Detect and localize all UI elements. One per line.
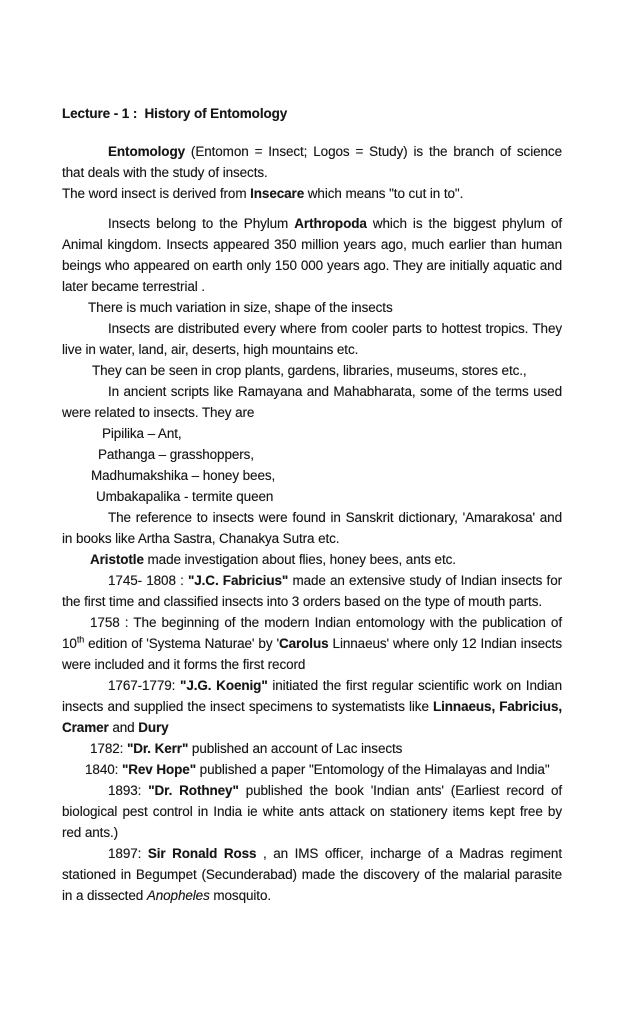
text-segment: Sir Ronald Ross [147,846,257,861]
text-segment: 1782: [90,741,127,756]
text-segment: made an extensive study of Indian insects for the first time and classified insects into 3 orders based on the type of mouth parts. [62,573,562,609]
text-segment: , an IMS officer, incharge of a Madras regiment stationed in Begumpet (Secunderabad) made the discovery of the malarial parasite in a dissected [62,846,562,903]
text-segment: 1897: [108,846,148,861]
paragraph [62,381,562,423]
paragraph [62,423,562,444]
text-segment: "J.C. Fabricius" [187,573,289,588]
text-segment: Madhumakshika – honey bees, [91,468,276,483]
text-segment: Insects are distributed every where from cooler parts to hottest tropics. They live in water, land, air, deserts, high mountains etc. [62,321,562,357]
paragraph [62,549,562,570]
text-segment: "J.G. Koenig" [180,678,268,693]
text-segment: Insecare [250,186,305,201]
paragraph [62,759,562,780]
text-segment: 1758 : The beginning of the modern Indian entomology with the publication of 10 [62,615,562,651]
paragraph [62,738,562,759]
text-segment: which means "to cut in to". [304,186,464,201]
text-segment: Aristotle [90,552,144,567]
text-segment: Arthropoda [294,216,367,231]
text-segment: Linnaeus, Fabricius, Cramer [62,699,562,735]
text-segment: "Dr. Rothney" [148,783,239,798]
text-segment: "Dr. Kerr" [126,741,189,756]
text-segment: 1767-1779: [108,678,181,693]
paragraph [62,444,562,465]
text-segment: Umbakapalika - termite queen [96,489,274,504]
text-segment: which is the biggest phylum of Animal kingdom. Insects appeared 350 million years ago, much earlier than human beings who appeared on earth only 150 000 years ago. They are initially aquatic and later became terrestrial . [62,216,563,294]
text-segment: th [76,634,85,645]
text-segment: "Rev Hope" [121,762,197,777]
text-segment: They can be seen in crop plants, gardens, libraries, museums, stores etc., [92,363,527,378]
paragraph [62,570,562,612]
text-segment: Pathanga – grasshoppers, [98,447,254,462]
paragraph [62,360,562,381]
paragraph [62,183,562,204]
text-segment: and [108,720,139,735]
document-body [62,141,562,906]
text-segment: 1745- 1808 : [108,573,188,588]
text-segment: made investigation about flies, honey bees, ants etc. [143,552,456,567]
text-segment: Pipilika – Ant, [102,426,182,441]
paragraph [62,318,562,360]
paragraph [62,507,562,549]
paragraph [62,612,562,675]
text-segment: (Entomon = Insect; Logos = Study) is the branch of science that deals with the study of insects. [62,144,562,180]
text-segment: 1840: [85,762,122,777]
text-segment: mosquito. [209,888,271,903]
paragraph [62,297,562,318]
text-segment: published a paper "Entomology of the Himalayas and India" [196,762,550,777]
lecture-title: Lecture - 1 : History of Entomology [62,106,288,121]
text-segment: Linnaeus' where only 12 Indian insects were included and it forms the first record [62,636,562,672]
paragraph [62,213,562,297]
text-segment: The reference to insects were found in Sanskrit dictionary, 'Amarakosa' and in books like Artha Sastra, Chanakya Sutra etc. [62,510,562,546]
text-segment: Anopheles [146,888,210,903]
text-segment: Carolus [278,636,329,651]
text-segment: published the book 'Indian ants' (Earliest record of biological pest control in India ie white ants attack on stationery items kept free by red ants.) [62,783,562,840]
text-segment: Insects belong to the Phylum [108,216,295,231]
text-segment: In ancient scripts like Ramayana and Mahabharata, some of the terms used were related to insects. They are [62,384,562,420]
text-segment: Dury [138,720,169,735]
text-segment: published an account of Lac insects [188,741,403,756]
paragraph [62,141,562,183]
paragraph [62,465,562,486]
text-segment: There is much variation in size, shape of the insects [88,300,393,315]
text-segment: Entomology [108,144,185,159]
paragraph [62,675,562,738]
text-segment: The word insect is derived from [62,186,251,201]
paragraph [62,780,562,843]
paragraph [62,486,562,507]
text-segment: edition of 'Systema Naturae' by ' [84,636,279,651]
paragraph [62,843,562,906]
text-segment: 1893: [108,783,149,798]
text-segment: initiated the first regular scientific work on Indian insects and supplied the insect specimens to systematists like [62,678,562,714]
